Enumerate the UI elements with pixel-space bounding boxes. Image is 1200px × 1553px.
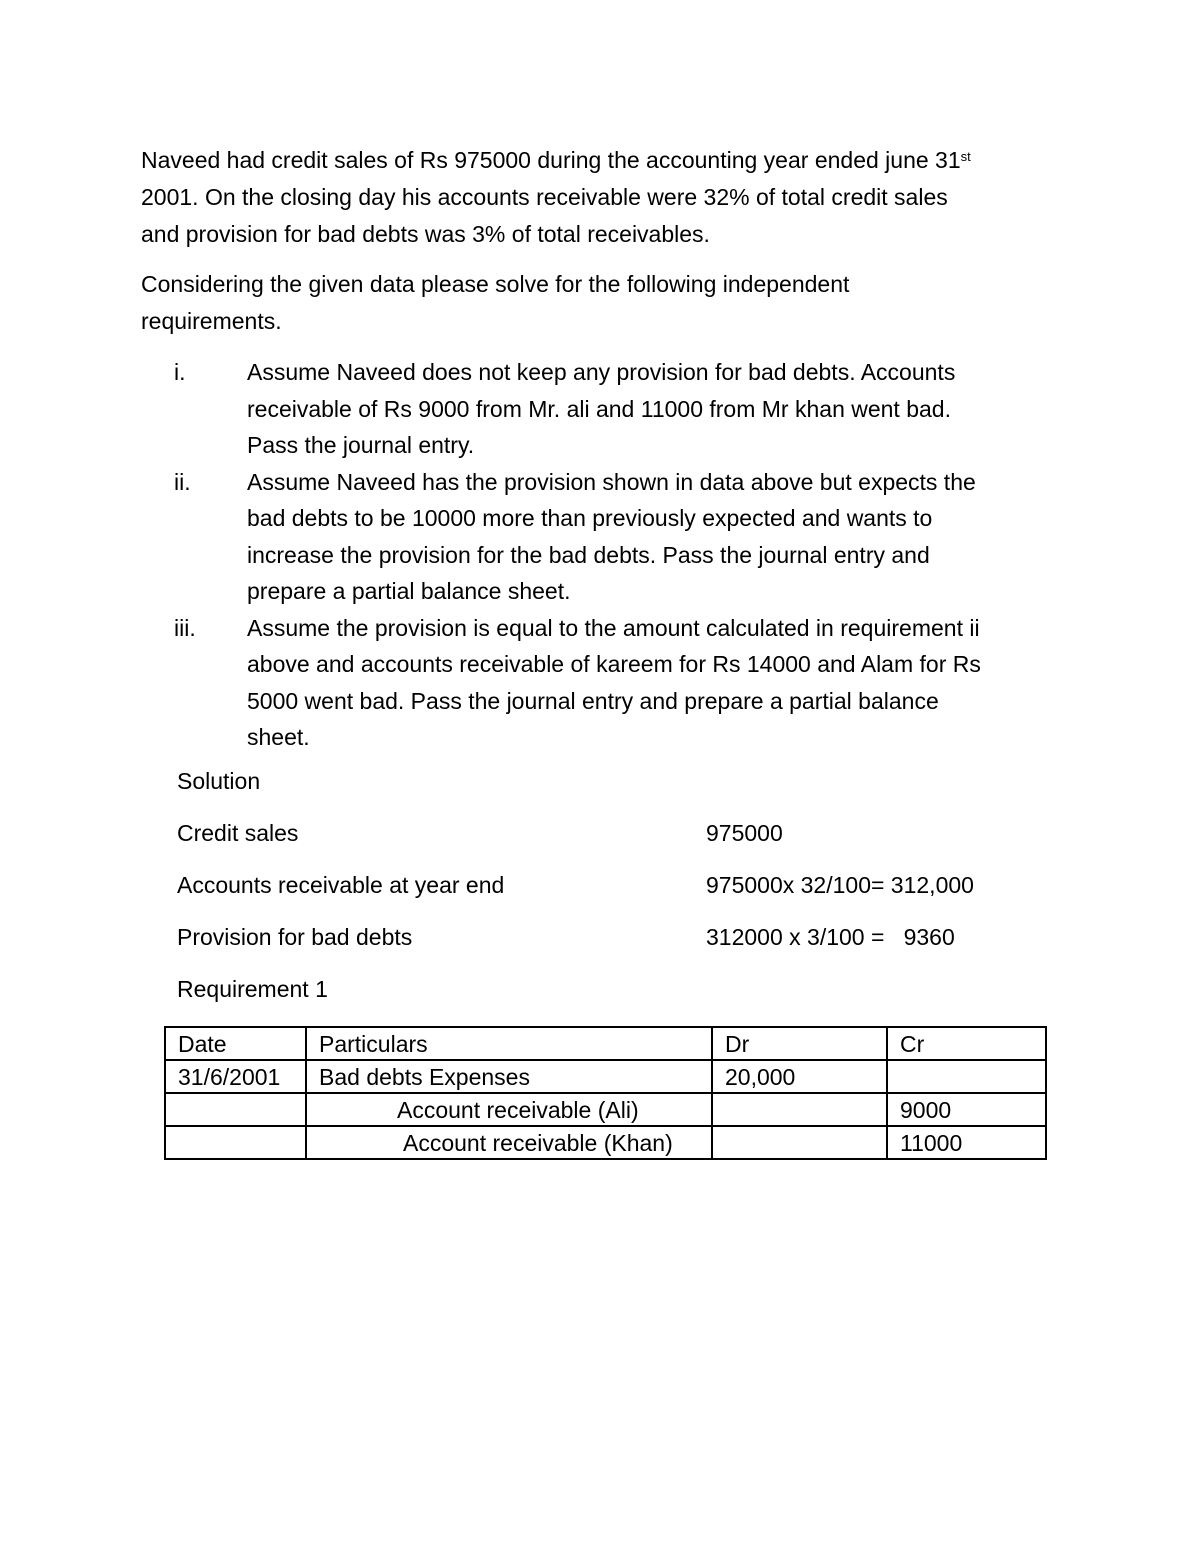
requirement-text: Assume the provision is equal to the amount calculated in requirement ii above and accounts receivable of kareem for Rs 14000 and Alam for Rs 5000 went bad. Pass the journal entry and prepare a partial balance sheet. [247, 614, 981, 750]
header-particulars: Particulars [306, 1027, 712, 1060]
solution-heading: Solution [177, 768, 261, 794]
cell-date: 31/6/2001 [165, 1060, 306, 1093]
requirement-text: Assume Naveed has the provision shown in data above but expects the bad debts to be 10000 more than previously expected and wants to increase the provision for the bad debts. Pass the journal entry and prepare a partial balance sheet. [247, 468, 976, 604]
intro-line-2: 2001. On the closing day his accounts receivable were 32% of total credit sales [141, 184, 948, 210]
requirement-number: i. [174, 359, 186, 385]
requirement-text: Assume Naveed does not keep any provision for bad debts. Accounts receivable of Rs 9000 from Mr. ali and 11000 from Mr khan went bad. Pass the journal entry. [247, 359, 956, 458]
cell-particulars: Account receivable (Ali) [306, 1093, 712, 1126]
requirement-item-i [141, 354, 1071, 464]
cell-dr [712, 1093, 887, 1126]
header-dr: Dr [712, 1027, 887, 1060]
intro-paragraph [141, 142, 1061, 253]
intro-line-1: Naveed had credit sales of Rs 975000 during the accounting year ended june 31st [141, 147, 971, 173]
instructions-line-2: requirements. [141, 308, 282, 334]
instructions-line-1: Considering the given data please solve for the following independent [141, 271, 850, 297]
cell-cr: 11000 [887, 1126, 1046, 1159]
table-row [165, 1093, 1046, 1126]
table-row [165, 1126, 1046, 1159]
calc-label: Accounts receivable at year end [177, 872, 505, 898]
cell-cr [887, 1060, 1046, 1093]
cell-dr [712, 1126, 887, 1159]
requirements-list [141, 354, 1071, 756]
cell-date [165, 1126, 306, 1159]
calc-value: 312000 x 3/100 = 9360 [706, 924, 955, 950]
cell-dr: 20,000 [712, 1060, 887, 1093]
requirement-number: iii. [174, 614, 196, 641]
cell-cr: 9000 [887, 1093, 1046, 1126]
calc-label: Credit sales [177, 820, 299, 846]
calc-label: Provision for bad debts [177, 924, 413, 950]
cell-date [165, 1093, 306, 1126]
ordinal-suffix: st [960, 149, 971, 164]
cell-particulars: Account receivable (Khan) [306, 1126, 712, 1159]
requirement-1-heading: Requirement 1 [177, 976, 328, 1002]
calc-value: 975000x 32/100= 312,000 [706, 872, 974, 898]
table-header-row [165, 1027, 1046, 1060]
requirement-item-ii [141, 464, 1071, 610]
cell-particulars: Bad debts Expenses [306, 1060, 712, 1093]
intro-line-3: and provision for bad debts was 3% of total receivables. [141, 221, 710, 247]
header-cr: Cr [887, 1027, 1046, 1060]
instructions-paragraph [141, 266, 1061, 340]
journal-entry-table [164, 1026, 1047, 1160]
header-date: Date [165, 1027, 306, 1060]
calc-value: 975000 [706, 820, 783, 846]
requirement-number: ii. [174, 468, 191, 495]
table-row [165, 1060, 1046, 1093]
requirement-item-iii [141, 610, 1071, 756]
